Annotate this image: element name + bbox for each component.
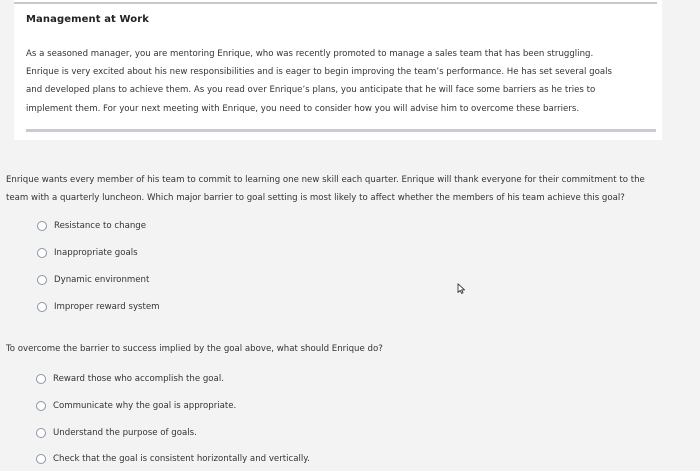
radio-button-icon[interactable]: [36, 428, 46, 438]
option-label: Check that the goal is consistent horizontally and vertically.: [53, 454, 310, 464]
radio-button-icon[interactable]: [37, 275, 47, 285]
radio-button-icon[interactable]: [37, 221, 47, 231]
scenario-line: Enrique is very excited about his new responsibilities and is eager to begin improving the team’s performance. He has set several goals: [26, 67, 612, 78]
q1-option-improper-reward-system[interactable]: [37, 300, 160, 314]
option-label: Dynamic environment: [54, 275, 150, 285]
radio-button-icon[interactable]: [36, 401, 46, 411]
card-title: Management at Work: [26, 14, 150, 25]
option-label: Resistance to change: [54, 221, 147, 231]
option-label: Inappropriate goals: [54, 248, 138, 258]
q2-option-understand-purpose[interactable]: [36, 426, 197, 440]
card-top-divider: [14, 2, 657, 4]
q2-option-communicate-why[interactable]: [36, 399, 236, 413]
option-label: Understand the purpose of goals.: [53, 428, 197, 438]
scenario-line: and developed plans to achieve them. As you read over Enrique’s plans, you anticipate that he will face some barriers as he tries to: [26, 85, 596, 96]
radio-button-icon[interactable]: [36, 374, 46, 384]
q1-option-inappropriate-goals[interactable]: [37, 246, 138, 260]
option-label: Communicate why the goal is appropriate.: [53, 401, 237, 411]
scenario-line: implement them. For your next meeting with Enrique, you need to consider how you will advise him to overcome these barriers.: [26, 103, 580, 114]
q2-option-check-consistency[interactable]: [36, 452, 310, 466]
radio-button-icon[interactable]: [37, 302, 47, 312]
scenario-text: [26, 45, 656, 118]
q1-option-resistance-to-change[interactable]: [37, 219, 146, 233]
question-1-line: Enrique wants every member of his team to commit to learning one new skill each quarter. Enrique will thank everyone for their commitment to the: [6, 175, 645, 185]
question-1-prompt: [6, 172, 696, 207]
question-2-prompt: [6, 341, 696, 359]
mouse-pointer-icon: [457, 283, 466, 294]
q2-option-reward-accomplishers[interactable]: [36, 372, 224, 386]
scenario-line: As a seasoned manager, you are mentoring Enrique, who was recently promoted to manage a sales team that has been struggling.: [26, 49, 594, 59]
radio-button-icon[interactable]: [36, 454, 46, 464]
radio-button-icon[interactable]: [37, 248, 47, 258]
question-2-line: To overcome the barrier to success implied by the goal above, what should Enrique do?: [6, 344, 383, 354]
card-bottom-divider: [26, 129, 656, 132]
option-label: Reward those who accomplish the goal.: [53, 374, 224, 384]
q1-option-dynamic-environment[interactable]: [37, 273, 149, 287]
option-label: Improper reward system: [54, 302, 160, 312]
question-1-line: team with a quarterly luncheon. Which major barrier to goal setting is most likely to affect whether the members of his team achieve this goal?: [6, 192, 625, 203]
